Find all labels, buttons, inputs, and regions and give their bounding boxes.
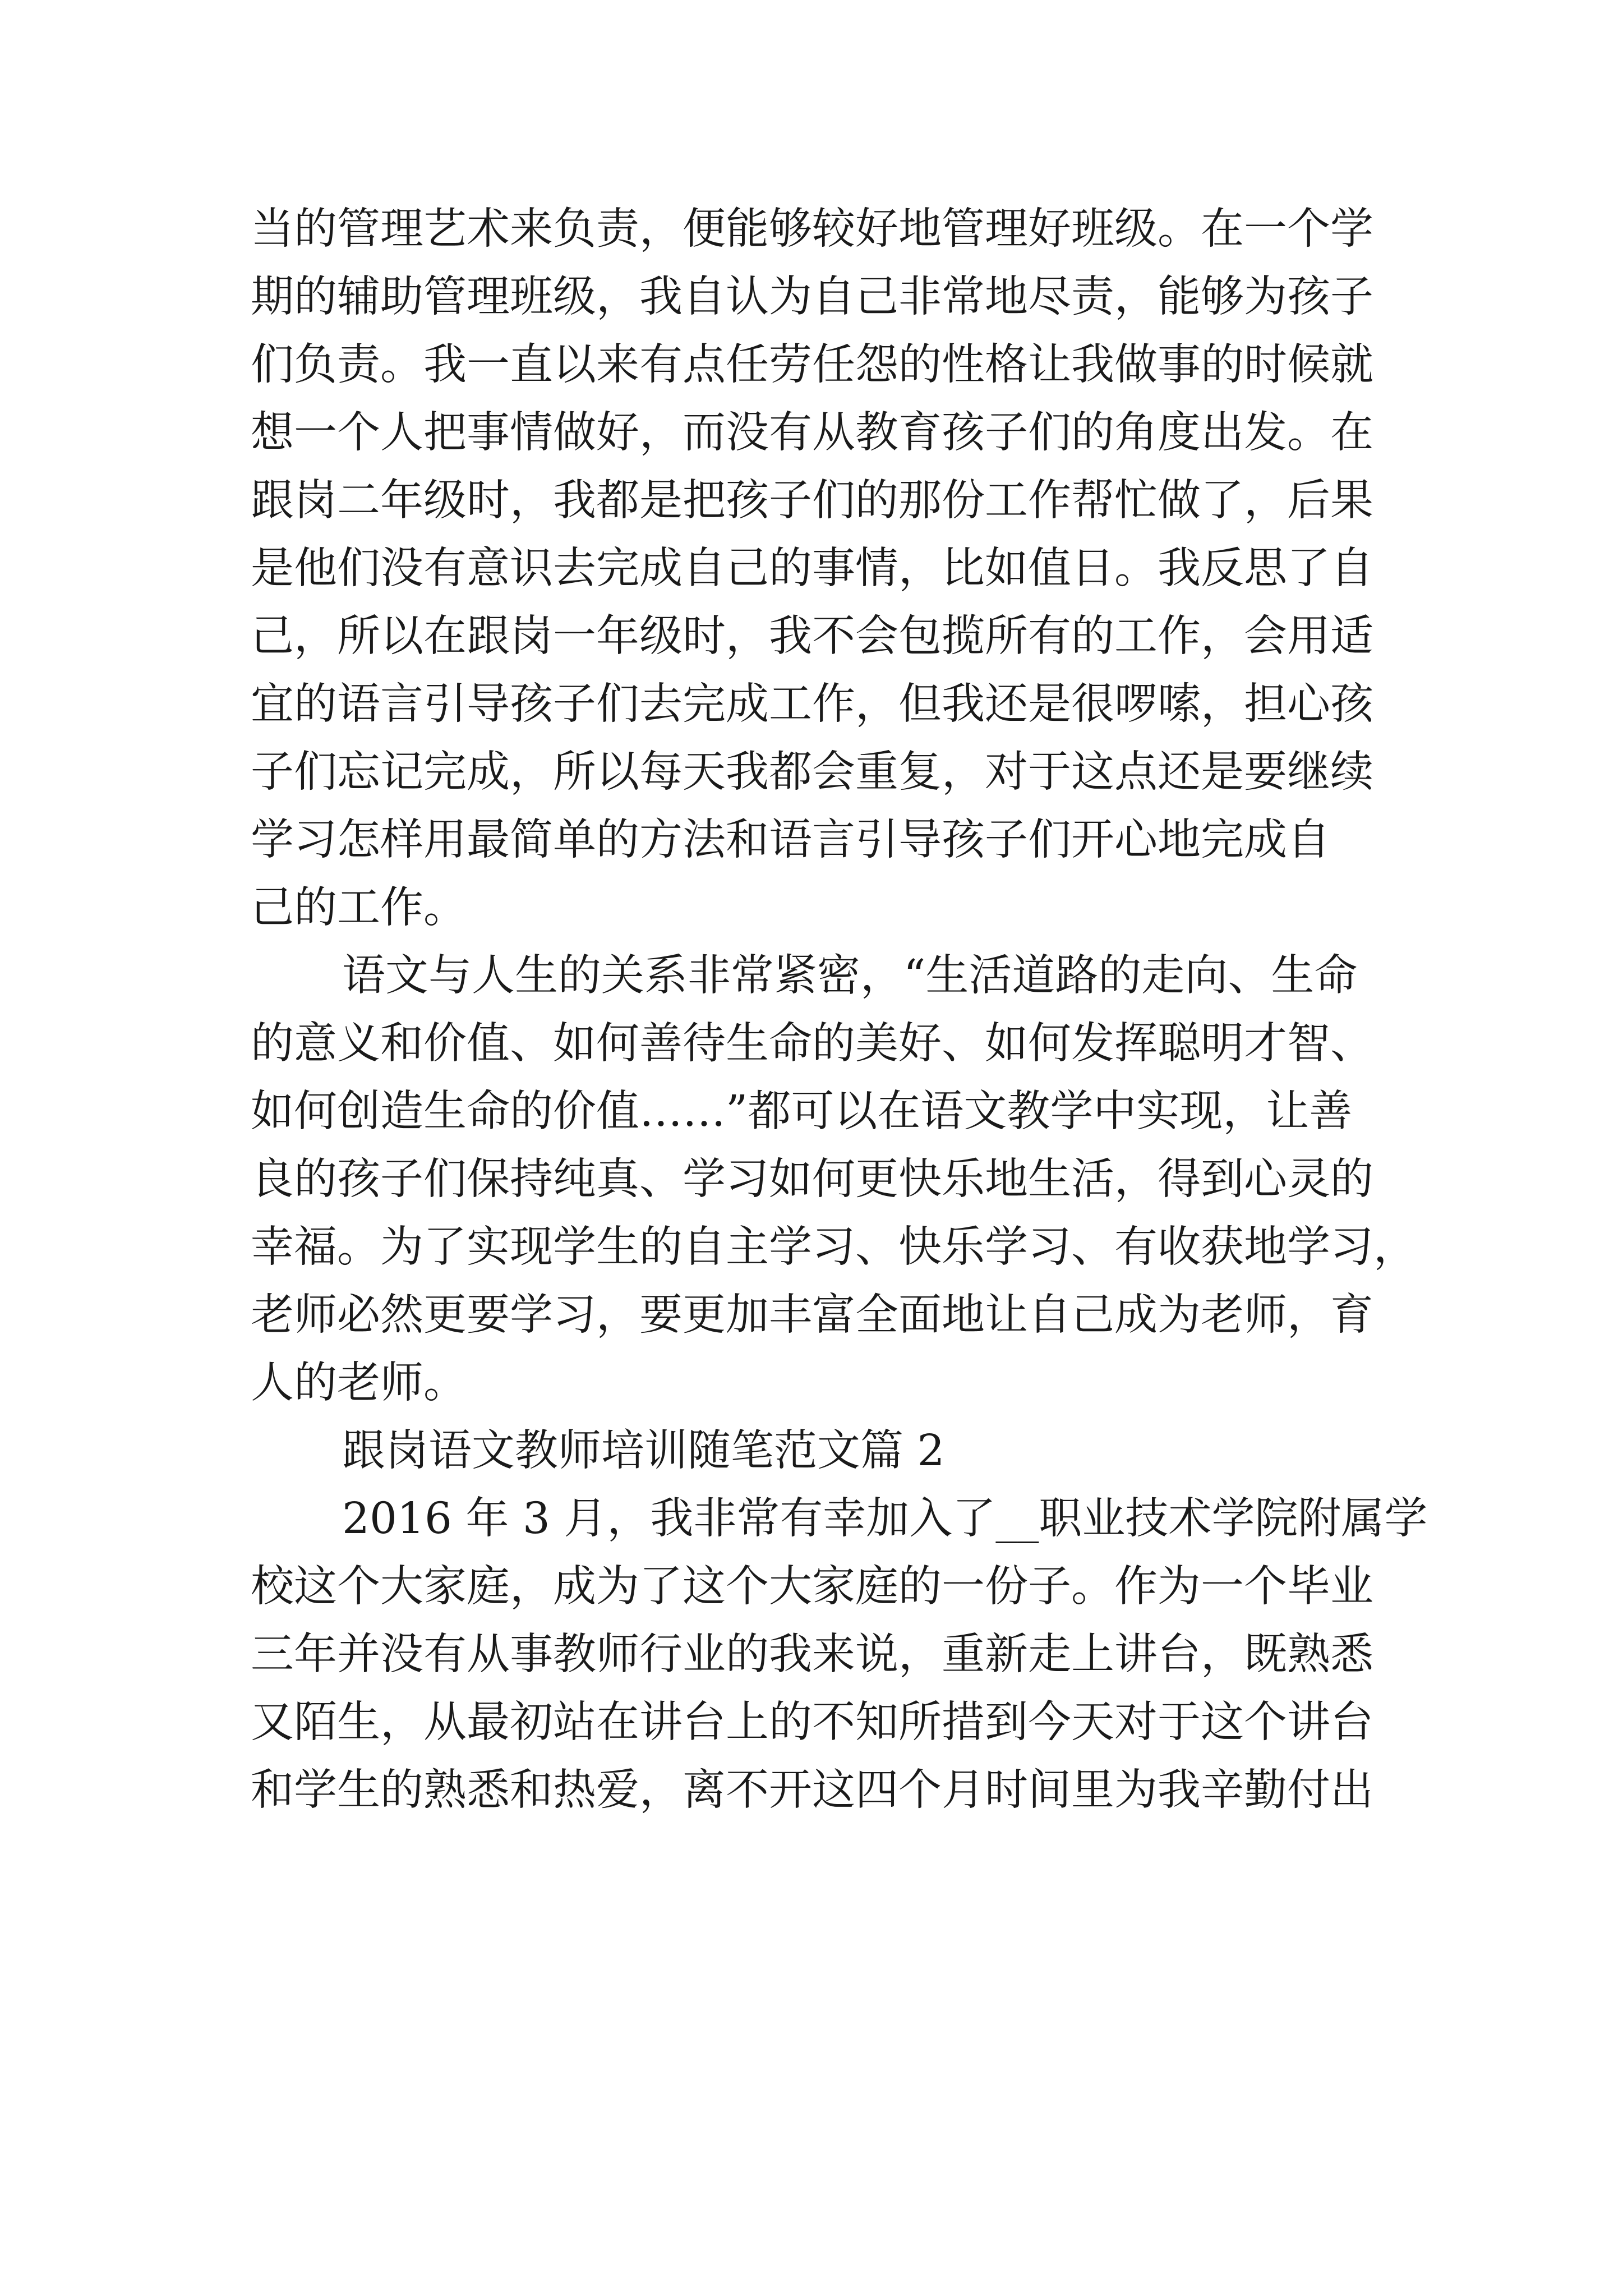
text-line: 人的老师。 <box>251 1358 467 1408</box>
text-line: 当的管理艺术来负责，便能够较好地管理好班级。在一个学 <box>251 204 1373 254</box>
text-line: 的意义和价值、如何善待生命的美好、如何发挥聪明才智、 <box>251 1019 1373 1069</box>
text-line: 良的孩子们保持纯真、学习如何更快乐地生活，得到心灵的 <box>251 1154 1373 1204</box>
text-line: 和学生的熟悉和热爱，离不开这四个月时间里为我辛勤付出 <box>251 1765 1373 1815</box>
section-heading: 跟岗语文教师培训随笔范文篇 2 <box>342 1426 945 1476</box>
text-line: 跟岗二年级时，我都是把孩子们的那份工作帮忙做了，后果 <box>251 476 1373 526</box>
text-line: 宜的语言引导孩子们去完成工作，但我还是很啰嗦，担心孩 <box>251 679 1373 729</box>
text-line: 子们忘记完成，所以每天我都会重复，对于这点还是要继续 <box>251 747 1373 797</box>
text-line: 期的辅助管理班级，我自认为自己非常地尽责，能够为孩子 <box>251 272 1373 322</box>
text-line: 又陌生，从最初站在讲台上的不知所措到今天对于这个讲台 <box>251 1697 1373 1747</box>
text-line: 老师必然更要学习，要更加丰富全面地让自己成为老师，育 <box>251 1290 1373 1340</box>
text-line: 是他们没有意识去完成自己的事情，比如值日。我反思了自 <box>251 544 1373 593</box>
text-line: 己，所以在跟岗一年级时，我不会包揽所有的工作，会用适 <box>251 611 1373 661</box>
text-line: 三年并没有从事教师行业的我来说，重新走上讲台，既熟悉 <box>251 1630 1373 1680</box>
text-line: 们负责。我一直以来有点任劳任怨的性格让我做事的时候就 <box>251 340 1373 390</box>
paragraph-start-line: 语文与人生的关系非常紧密，“生活道路的走向、生命 <box>342 951 1358 1001</box>
paragraph-start-line: 2016 年 3 月，我非常有幸加入了__职业技术学院附属学 <box>342 1494 1428 1544</box>
text-line: 幸福。为了实现学生的自主学习、快乐学习、有收获地学习， <box>251 1222 1417 1272</box>
text-line: 学习怎样用最简单的方法和语言引导孩子们开心地完成自 <box>251 815 1330 865</box>
text-line: 校这个大家庭，成为了这个大家庭的一份子。作为一个毕业 <box>251 1562 1373 1612</box>
body-text <box>251 195 1428 1824</box>
text-line: 想一个人把事情做好，而没有从教育孩子们的角度出发。在 <box>251 408 1373 458</box>
text-line: 如何创造生命的价值……”都可以在语文教学中实现，让善 <box>251 1087 1353 1137</box>
text-line: 己的工作。 <box>251 883 467 933</box>
